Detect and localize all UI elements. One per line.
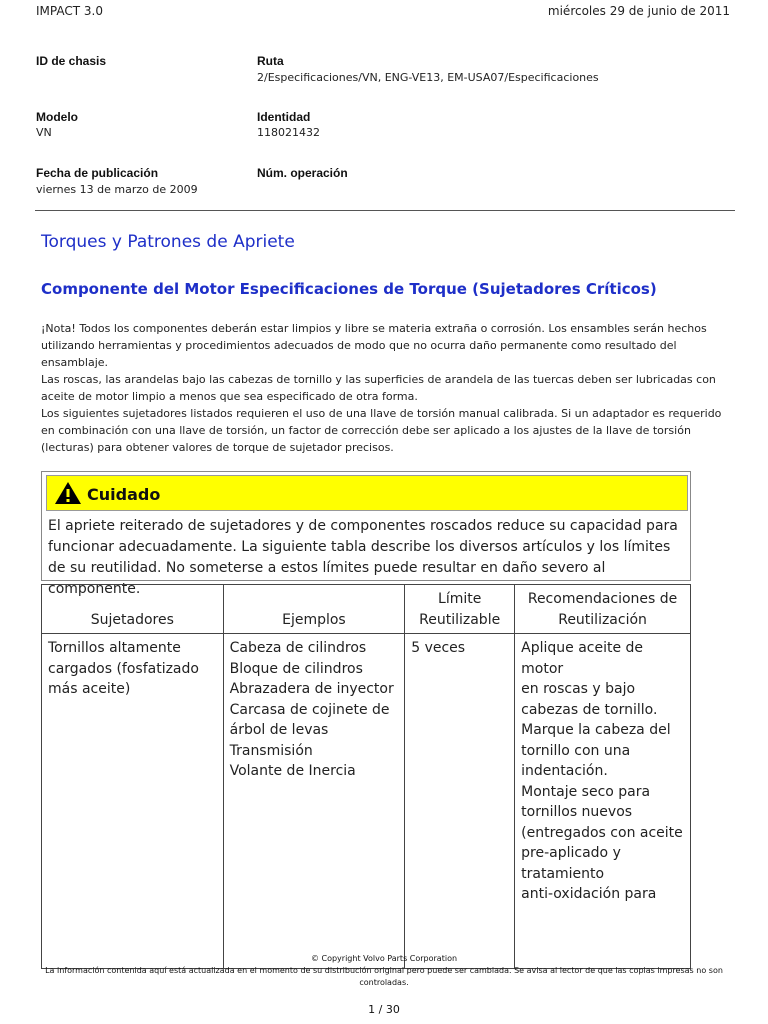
torque-wrench-paragraph: Los siguientes sujetadores listados requieren el uso de una llave de torsión manual calibrada. Si un adaptador es requerido en combinación con una llave de torsión, un factor de corrección debe ser aplicado a los ajustes de la llave de torsión (lecturas) para obtener valores de torque de sujetador precisos. xyxy=(41,407,722,454)
footer-notice: La información contenida aquí está actualizada en el momento de su distribución original pero puede ser cambiada. Se avisa al lector de que las copias impresas no son xyxy=(45,966,723,975)
opnum-label: Núm. operación xyxy=(257,166,348,180)
identity-label: Identidad xyxy=(257,110,311,124)
identity-value: 118021432 xyxy=(257,126,320,139)
cell-examples: Cabeza de cilindros Bloque de cilindros Abrazadera de inyector Carcasa de cojinete de árbol de levas Transmisión Volante de Inercia xyxy=(223,634,405,969)
caution-title: Cuidado xyxy=(87,485,161,504)
col-header-fasteners: Sujetadores xyxy=(42,585,224,634)
route-label: Ruta xyxy=(257,54,284,68)
col-header-examples: Ejemplos xyxy=(223,585,405,634)
caution-box xyxy=(41,471,691,597)
pubdate-value: viernes 13 de marzo de 2009 xyxy=(36,183,198,196)
page-title: Torques y Patrones de Apriete xyxy=(41,232,295,252)
caution-header xyxy=(46,475,688,511)
note-paragraph: ¡Nota! Todos los componentes deberán estar limpios y libre se materia extraña o corrosión. Los ensambles serán hechos utilizando herramientas y procedimientos adecuados de modo que no ocurra daño permanente como resultado del ensamblaje. xyxy=(41,322,707,369)
caution-text: El apriete reiterado de sujetadores y de componentes roscados reduce su capacidad para funcionar adecuadamente. La siguiente tabla describe los diversos artículos y los límites de su reutilidad. No someterse a estos límites puede resultar en daño severo al componente. xyxy=(48,518,678,597)
pubdate-label: Fecha de publicación xyxy=(36,166,159,180)
model-value: VN xyxy=(36,126,52,139)
footer-copyright: © Copyright Volvo Parts Corporation xyxy=(310,954,458,963)
warning-triangle-icon xyxy=(54,481,82,505)
header-divider xyxy=(35,210,735,211)
cell-fasteners: Tornillos altamente cargados (fosfatizado más aceite) xyxy=(42,634,224,969)
table-header-row xyxy=(42,585,691,634)
footer-notice-cont: controladas. xyxy=(359,978,409,987)
reuse-table xyxy=(41,584,691,969)
app-name: IMPACT 3.0 xyxy=(36,4,103,18)
section-subtitle: Componente del Motor Especificaciones de Torque (Sujetadores Críticos) xyxy=(41,280,657,298)
chassis-label: ID de chasis xyxy=(36,54,107,68)
col-header-recommendations: Recomendaciones de Reutilización xyxy=(515,585,691,634)
table-row xyxy=(42,634,691,969)
lubrication-paragraph: Las roscas, las arandelas bajo las cabezas de tornillo y las superficies de arandela de las tuercas deben ser lubricadas con aceite de motor limpio a menos que sea especificado de otra forma. xyxy=(41,373,716,403)
col-header-limit: Límite Reutilizable xyxy=(405,585,515,634)
cell-recommendations: Aplique aceite de motor en roscas y bajo cabezas de tornillo. Marque la cabeza del tornillo con una indentación. Montaje seco para tornillos nuevos (entregados con aceite pre-aplicado y tratamiento anti-oxidación para xyxy=(515,634,691,969)
print-date: miércoles 29 de junio de 2011 xyxy=(547,4,730,18)
intro-text xyxy=(41,320,731,456)
cell-limit: 5 veces xyxy=(405,634,515,969)
route-value: 2/Especificaciones/VN, ENG-VE13, EM-USA07/Especificaciones xyxy=(257,71,599,84)
model-label: Modelo xyxy=(36,110,78,124)
page-number: 1 / 30 xyxy=(368,1003,400,1016)
